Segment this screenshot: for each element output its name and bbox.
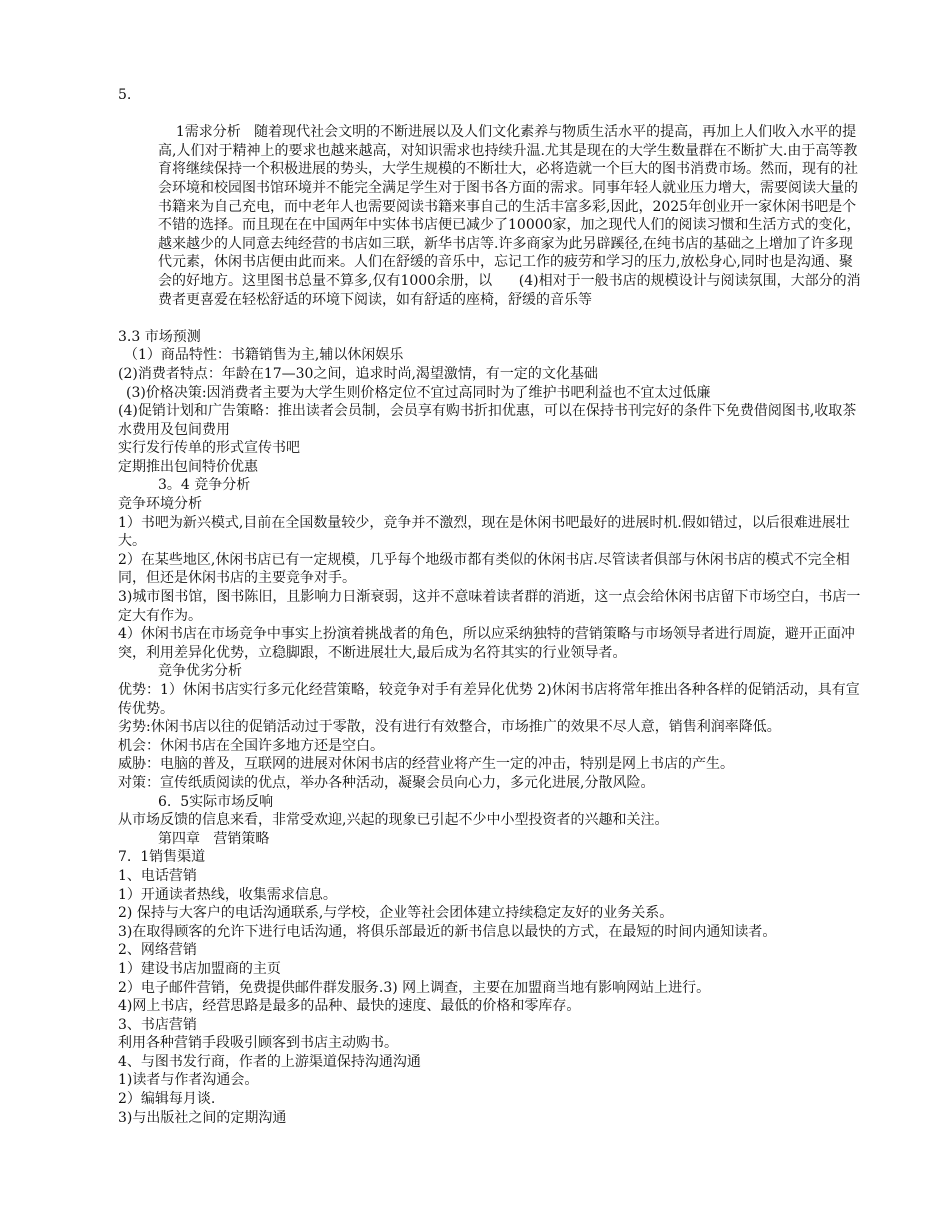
text-market-feedback: 从市场反馈的信息来看，非常受欢迎,兴起的现象已引起不少中小型投资者的兴趣和关注。 xyxy=(118,812,669,829)
list-item-competition-2: 2）在某些地区,休闲书店已有一定规模，几乎每个地级市都有类似的休闲书店.尽管读者俱部与休闲书店的模式不完全相同，但还是休闲书店的主要竞争对手。 xyxy=(118,551,850,587)
list-item-online-1: 1）建设书店加盟商的主页 xyxy=(118,960,281,977)
list-item-product-features: （1）商品特性：书籍销售为主,辅以休闲娱乐 xyxy=(124,347,404,364)
text-threats: 威胁：电脑的普及，互联网的进展对休闲书店的经营业将产生一定的冲击，特别是网上书店的产生。 xyxy=(118,756,734,773)
text-line-room-discount: 定期推出包间特价优惠 xyxy=(118,458,258,475)
list-item-competition-1: 1）书吧为新兴模式,目前在全国数量较少，竞争并不激烈，现在是休闲书吧最好的进展时机.假如错过，以后很难进展壮大。 xyxy=(118,514,850,550)
subheading-store-marketing: 3、书店营销 xyxy=(118,1016,197,1033)
section-number: 5. xyxy=(118,87,132,103)
subheading-online-marketing: 2、网络营销 xyxy=(118,942,197,959)
chapter-title-marketing-strategy: 第四章 营销策略 xyxy=(158,830,270,847)
text-strengths: 优势：1）休闲书店实行多元化经营策略，较竞争对手有差异化优势 2)休闲书店将常年推出各种各样的促销活动，具有宣传优势。 xyxy=(118,682,860,717)
subheading-competitive-environment: 竞争环境分析 xyxy=(118,496,202,513)
heading-3-3-market-forecast: 3.3 市场预测 xyxy=(118,328,201,345)
heading-7-1-sales-channels: 7. 1销售渠道 xyxy=(118,849,206,866)
text-weaknesses: 劣势:休闲书店以往的促销活动过于零散，没有进行有效整合，市场推广的效果不尽人意，销售利润率降低。 xyxy=(118,719,781,736)
section-5-1-text: 1需求分析 随着现代社会文明的不断进展以及人们文化素养与物质生活水平的提高，再加上人们收入水平的提高,人们对于精神上的要求也越来越高，对知识需求也持续升温.尤其是现在的大学生数量群在不断扩大.由于高等教育将继续保持一个积极进展的势头，大学生规模的不断壮大，必将造就一个巨大的图书消费市场。然而，现有的社会环境和校园图书馆环境并不能完全满足学生对于图书各方面的需求。同事年轻人就业压力增大，需要阅读大量的书籍来为自己充电，而中老年人也需要阅读书籍来事自己的生活丰富多彩,因此，2025年创业开一家休闲书吧是个不错的选择。而且现在在中国两年中实体书店便已减少了10000家，加之现代人们的阅读习惯和生活方式的变化，越来越少的人同意去纯经营的书店如三联，新华书店等.许多商家为此另辟蹊径,在纯书店的基础之上增加了许多现代元素，休闲书店便由此而来。人们在舒缓的音乐中，忘记工作的疲劳和学习的压力,放松身心,同时也是沟通、聚会的好地方。这里图书总量不算多,仅有1000余册，以 (4)相对于一般书店的规模设计与阅读氛围，大部分的消费者更喜爱在轻松舒适的环境下阅读，如有舒适的座椅，舒缓的音乐等 xyxy=(158,124,861,308)
list-item-pricing-decision: (3)价格决策:因消费者主要为大学生则价格定位不宜过高同时为了维护书吧利益也不宜太过低廉 xyxy=(126,384,711,401)
list-item-upstream-1: 1)读者与作者沟通会。 xyxy=(118,1072,259,1089)
list-item-online-2: 2）电子邮件营销，免费提供邮件群发服务.3) 网上调查，主要在加盟商当地有影响网站上进行。 xyxy=(118,979,711,996)
list-item-competition-3: 3)城市图书馆，图书陈旧，且影响力日渐衰弱，这并不意味着读者群的消逝，这一点会给休闲书店留下市场空白，书店一定大有作为。 xyxy=(118,589,861,624)
heading-6-5-market-response: 6. 5实际市场反响 xyxy=(158,793,274,810)
subheading-swot: 竞争优劣分析 xyxy=(158,663,242,680)
list-item-online-4: 4)网上书店，经营思路是最多的品种、最快的速度、最低的价格和零库存。 xyxy=(118,998,581,1015)
section-5-1-paragraph xyxy=(118,86,863,328)
text-opportunities: 机会：休闲书店在全国许多地方还是空白。 xyxy=(118,737,384,754)
list-item-phone-3: 3)在取得顾客的允许下进行电话沟通，将俱乐部最近的新书信息以最快的方式，在最短的时间内通知读者。 xyxy=(118,923,777,940)
list-item-consumer-features: (2)消费者特点：年龄在17—30之间，追求时尚,渴望激情，有一定的文化基础 xyxy=(118,365,598,382)
list-item-promotion-plan: (4)促销计划和广告策略：推出读者会员制，会员享有购书折扣优惠，可以在保持书刊完好的条件下免费借阅图书,收取茶水费用及包间费用 xyxy=(118,403,857,438)
text-countermeasures: 对策：宣传纸质阅读的优点，举办各种活动，凝聚会员向心力，多元化进展,分散风险。 xyxy=(118,774,655,791)
subheading-phone-marketing: 1、电话营销 xyxy=(118,867,197,884)
text-store-marketing: 利用各种营销手段吸引顾客到书店主动购书。 xyxy=(118,1035,398,1052)
document-page xyxy=(118,86,863,1127)
heading-3-4-competition-analysis: 3。4 竞争分析 xyxy=(158,477,251,494)
subheading-upstream-channels: 4、与图书发行商，作者的上游渠道保持沟通沟通 xyxy=(118,1053,421,1070)
text-line-flyers: 实行发行传单的形式宣传书吧 xyxy=(118,440,300,457)
list-item-upstream-3: 3)与出版社之间的定期沟通 xyxy=(118,1109,287,1126)
list-item-phone-1: 1）开通读者热线，收集需求信息。 xyxy=(118,886,337,903)
list-item-competition-4: 4）休闲书店在市场竞争中事实上扮演着挑战者的角色，所以应采纳独特的营销策略与市场领导者进行周旋，避开正面冲突，利用差异化优势，立稳脚跟，不断进展壮大,最后成为名符其实的行业领导者。 xyxy=(118,626,855,661)
list-item-phone-2: 2) 保持与大客户的电话沟通联系,与学校，企业等社会团体建立持续稳定友好的业务关系。 xyxy=(118,905,674,922)
list-item-upstream-2: 2）编辑每月谈. xyxy=(118,1091,216,1108)
